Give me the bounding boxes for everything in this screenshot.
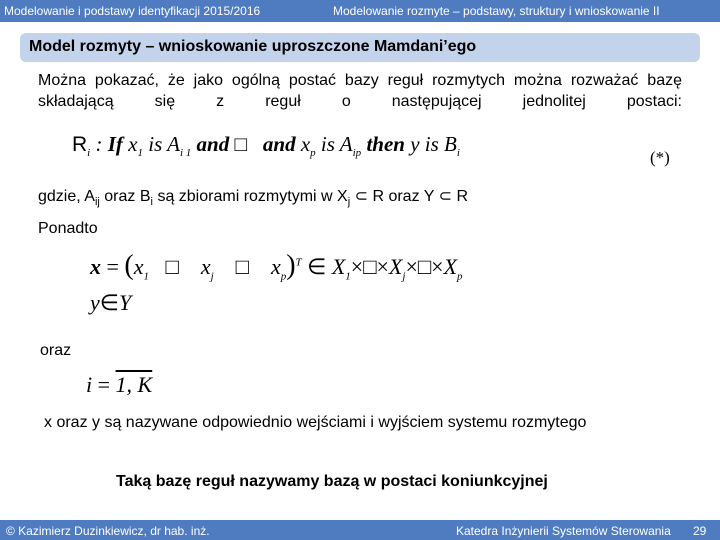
rule-A1: A: [167, 132, 180, 156]
rule-and-2: and: [262, 132, 296, 156]
where-line: [38, 186, 468, 208]
rule-B: B: [444, 132, 457, 156]
X1-sub: 1: [345, 270, 351, 283]
where-j-sub: j: [347, 196, 351, 209]
xj-sub: j: [210, 270, 214, 283]
i-range: 1, K: [115, 372, 153, 397]
where-ij-sub: ij: [94, 196, 100, 209]
equation-label: (*): [650, 148, 670, 167]
rule-if: If: [107, 132, 123, 156]
rule-x1-sub: 1: [137, 147, 143, 160]
xp-sub: p: [280, 270, 287, 283]
missing-glyph-box-3: □: [363, 254, 377, 279]
header-right-text: Modelowanie rozmyte – podstawy, struktury i wnioskowanie II: [333, 4, 660, 18]
rule-missing-glyph-box: □: [234, 133, 248, 156]
x1: x: [133, 254, 144, 279]
page-number: 29: [693, 524, 707, 538]
y-var: y: [90, 290, 100, 315]
rule-xp: x: [300, 132, 311, 156]
subset-symbol-2: ⊂: [438, 188, 452, 205]
missing-glyph-box-2: □: [235, 254, 249, 279]
x-close-paren: ): [286, 250, 296, 281]
Xp: X: [443, 254, 458, 279]
rule-is-2: is: [320, 132, 335, 156]
xj: x: [200, 254, 211, 279]
X1: X: [331, 254, 346, 279]
rule-xp-sub: p: [310, 147, 316, 160]
missing-glyph-box-1: □: [165, 254, 179, 279]
rule-A1-sub: i 1: [179, 147, 192, 160]
rule-is-1: is: [148, 132, 163, 156]
where-rest: są zbiorami rozmytymi w X: [157, 188, 348, 205]
times-3: ×: [405, 254, 418, 279]
y-formula: [90, 290, 131, 316]
Xj: X: [388, 254, 403, 279]
rule-y: y: [410, 132, 420, 156]
footer-department: Katedra Inżynierii Systemów Sterowania: [456, 524, 671, 538]
rule-R-sub: i: [87, 147, 91, 160]
rule-x1: x: [128, 132, 138, 156]
x-eq: =: [106, 254, 119, 279]
rule-colon: :: [95, 132, 103, 156]
rule-Ap: A: [339, 132, 353, 156]
rule-formula: [72, 132, 460, 159]
header-bar: [0, 0, 720, 22]
i-var: i: [86, 372, 93, 397]
where-i-sub: i: [150, 196, 153, 209]
io-description: x oraz y są nazywane odpowiednio wejściami i wyjściem systemu rozmytego: [44, 414, 587, 431]
Y-set: Y: [118, 290, 132, 315]
where-R-Y: R oraz Y: [372, 188, 435, 205]
i-range-formula: [86, 372, 152, 398]
Xj-sub: j: [402, 270, 406, 283]
slide-title-box: [20, 33, 700, 62]
times-1: ×: [350, 254, 364, 279]
where-R2: R: [456, 188, 468, 205]
where-gdzie: gdzie, A: [38, 188, 95, 205]
element-of-2: ∈: [99, 290, 119, 315]
transpose-T: T: [295, 256, 302, 269]
x-vector-formula: [90, 250, 463, 282]
slide-title: Model rozmyty – wnioskowanie uproszczone Mamdani’ego: [29, 38, 477, 55]
rule-then: then: [366, 132, 405, 156]
xp: x: [270, 254, 281, 279]
x-bold: x: [90, 254, 101, 279]
conclusion-text: Taką bazę reguł nazywamy bazą w postaci koniunkcyjnej: [116, 473, 548, 490]
i-eq: =: [97, 372, 111, 397]
times-4: ×: [431, 254, 444, 279]
rule-R: R: [72, 133, 88, 156]
rule-and-1: and: [196, 132, 230, 156]
Xp-sub: p: [457, 270, 463, 283]
header-left-text: Modelowanie i podstawy identyfikacji 2015/2016: [4, 4, 261, 18]
intro-paragraph: Można pokazać, że jako ogólną postać bazy reguł rozmytych można rozważać bazę składającą się z reguł o następującej jednolitej postaci:: [38, 72, 682, 110]
footer-bar: [0, 520, 720, 540]
element-of-1: ∈: [307, 254, 327, 279]
ponadto-label: Ponadto: [38, 220, 98, 237]
missing-glyph-box-4: □: [417, 254, 432, 279]
x-open-paren: (: [124, 250, 134, 281]
rule-is-3: is: [424, 132, 439, 156]
oraz-label: oraz: [40, 342, 72, 359]
footer-author: © Kazimierz Duzinkiewicz, dr hab. inż.: [6, 524, 210, 538]
x1-sub: 1: [143, 270, 150, 283]
times-2: ×: [376, 254, 389, 279]
subset-symbol-1: ⊂: [354, 188, 368, 205]
rule-Ap-sub: ip: [352, 147, 362, 160]
rule-B-sub: i: [456, 147, 460, 160]
where-oraz: oraz B: [104, 188, 151, 205]
